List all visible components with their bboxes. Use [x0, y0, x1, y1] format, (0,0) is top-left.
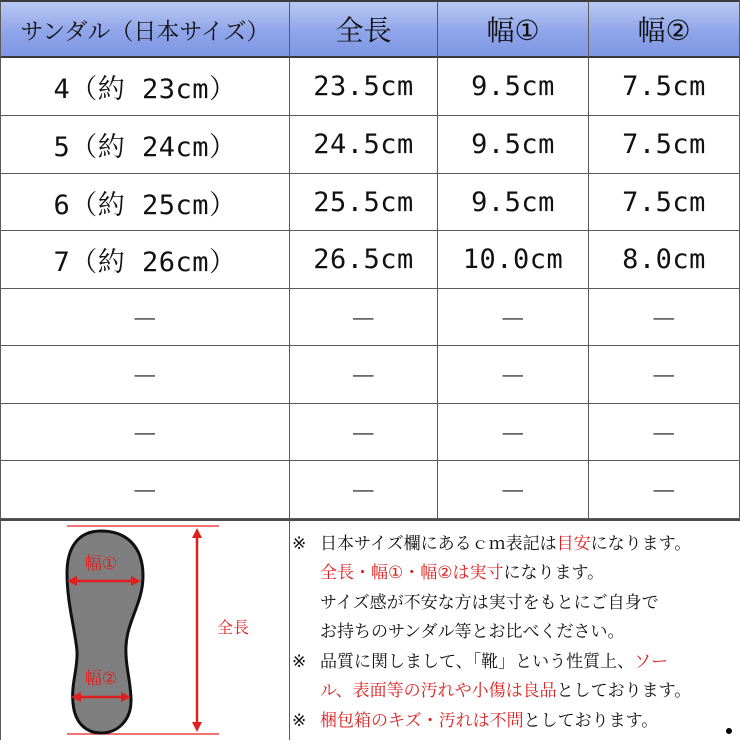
- table-cell: 26.5cm: [290, 231, 438, 289]
- table-cell: 9.5cm: [438, 174, 589, 231]
- note-text: お持ちのサンダル等とお比べください。: [320, 622, 625, 642]
- table-cell: 9.5cm: [438, 116, 589, 174]
- table-cell: －: [290, 289, 438, 346]
- table-cell: 4（約 23cm）: [0, 58, 290, 116]
- length-label: 全長: [216, 618, 250, 637]
- table-row: [0, 116, 740, 174]
- table-cell: －: [290, 404, 438, 461]
- table-cell: －: [589, 404, 740, 461]
- sole-diagram-svg: [1, 521, 291, 740]
- note-text: としております。: [523, 711, 659, 731]
- notes: [292, 521, 740, 740]
- header-length: 全長: [290, 0, 438, 58]
- table-cell: 25.5cm: [290, 174, 438, 231]
- note-text: 日本サイズ欄にあるｃｍ表記は: [320, 534, 557, 554]
- note-line-3: [292, 588, 659, 613]
- note-line-4: [292, 617, 624, 642]
- table-row: [0, 404, 740, 461]
- table-cell: －: [589, 346, 740, 404]
- table-cell: －: [438, 404, 589, 461]
- table-cell: －: [438, 289, 589, 346]
- table-row: [0, 231, 740, 289]
- table-cell: －: [0, 346, 290, 404]
- table-cell: 5（約 24cm）: [0, 116, 290, 174]
- note-highlight: 梱包箱のキズ・汚れは不問: [320, 711, 524, 731]
- note-highlight: 目安: [556, 534, 591, 554]
- table-cell: －: [0, 289, 290, 346]
- note-line-7: [292, 706, 658, 731]
- sole-diagram: [0, 521, 290, 740]
- note-text: になります。: [590, 534, 692, 554]
- corner-dot: [726, 728, 732, 734]
- table-row: [0, 174, 740, 231]
- table-header-row: [0, 0, 740, 58]
- note-line-2: [292, 558, 604, 583]
- note-highlight: ル、表面等の汚れや小傷は良品: [320, 681, 557, 701]
- table-row: [0, 461, 740, 519]
- length-arrow-bottom-head: [192, 722, 202, 732]
- table-cell: －: [290, 346, 438, 404]
- note-mark: ※: [292, 652, 307, 672]
- table-cell: 7.5cm: [589, 116, 740, 174]
- note-text: サイズ感が不安な方は実寸をもとにご自身で: [320, 593, 659, 613]
- table-cell: －: [0, 461, 290, 519]
- table-cell: －: [0, 404, 290, 461]
- table-row: [0, 58, 740, 116]
- table-cell: －: [589, 461, 740, 519]
- note-text: になります。: [503, 563, 605, 583]
- info-section: [0, 519, 740, 740]
- header-size: サンダル（日本サイズ）: [0, 0, 290, 58]
- width2-label: 幅②: [84, 669, 118, 689]
- table-cell: －: [589, 289, 740, 346]
- note-mark: ※: [292, 711, 307, 731]
- table-cell: 6（約 25cm）: [0, 174, 290, 231]
- note-text: としております。: [556, 681, 692, 701]
- header-width2: 幅②: [589, 0, 740, 58]
- note-highlight: 全長・幅①・幅②は実寸: [320, 563, 504, 583]
- table-row: [0, 346, 740, 404]
- width1-label: 幅①: [84, 554, 118, 574]
- table-cell: 7.5cm: [589, 174, 740, 231]
- length-arrow-top-head: [192, 528, 202, 538]
- header-width1: 幅①: [438, 0, 589, 58]
- note-line-1: [292, 529, 691, 554]
- table-cell: 8.0cm: [589, 231, 740, 289]
- table-cell: 7（約 26cm）: [0, 231, 290, 289]
- table-cell: 24.5cm: [290, 116, 438, 174]
- table-cell: －: [290, 461, 438, 519]
- table-row: [0, 289, 740, 346]
- note-text: 品質に関しまして、「靴」という性質上、: [320, 652, 635, 672]
- note-mark: ※: [292, 534, 307, 554]
- table-cell: －: [438, 461, 589, 519]
- table-cell: 7.5cm: [589, 58, 740, 116]
- note-line-5: [292, 647, 668, 672]
- table-cell: 9.5cm: [438, 58, 589, 116]
- table-cell: －: [438, 346, 589, 404]
- table-cell: 23.5cm: [290, 58, 438, 116]
- note-highlight: ソー: [634, 652, 669, 672]
- note-line-6: [292, 676, 691, 701]
- table-cell: 10.0cm: [438, 231, 589, 289]
